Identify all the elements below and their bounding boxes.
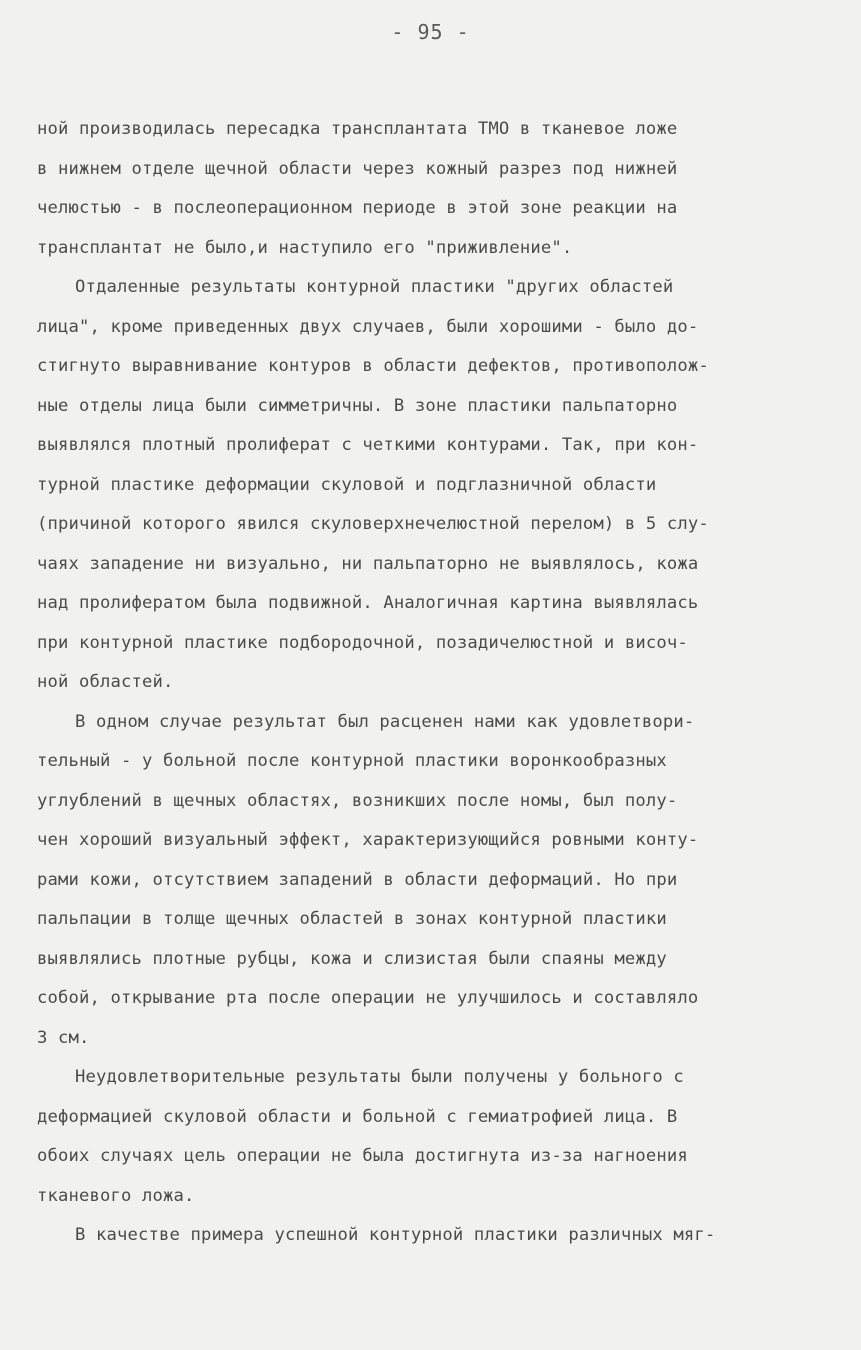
text-line: собой, открывание рта после операции не улучшилось и составляло [37, 988, 699, 1008]
text-line: лица", кроме приведенных двух случаев, были хорошими - было до- [37, 316, 699, 337]
text-line: тканевого ложа. [37, 1185, 195, 1206]
text-line: выявлялся плотный пролиферат с четкими контурами. Так, при кон- [37, 435, 699, 455]
paragraph-start-line: В качестве примера успешной контурной пластики различных мяг- [75, 1225, 716, 1245]
text-line: трансплантат не было,и наступило его "приживление". [37, 237, 573, 258]
text-line: при контурной пластике подбородочной, позадичелюстной и височ- [37, 632, 688, 653]
text-line: (причиной которого явился скуловерхнечелюстной перелом) в 5 слу- [37, 514, 709, 534]
paragraph-start-line: Отдаленные результаты контурной пластики "других областей [75, 277, 674, 297]
text-line: турной пластике деформации скуловой и подглазничной области [37, 474, 657, 495]
text-line: пальпации в толще щечных областей в зонах контурной пластики [37, 909, 667, 929]
text-line: в нижнем отделе щечной области через кожный разрез под нижней [37, 158, 678, 179]
text-line: ной областей. [37, 672, 174, 692]
text-line: чен хороший визуальный эффект, характеризующийся ровными конту- [37, 830, 699, 850]
text-line: ной производилась пересадка трансплантата ТМО в тканевое ложе [37, 119, 678, 139]
text-line: углублений в щечных областях, возникших после номы, был полу- [37, 790, 678, 811]
text-line: стигнуто выравнивание контуров в области дефектов, противополож- [37, 356, 709, 376]
text-line: тельный - у больной после контурной пластики воронкообразных [37, 751, 667, 771]
text-line: ные отделы лица были симметричны. В зоне пластики пальпаторно [37, 395, 678, 416]
text-line: чаях западение ни визуально, ни пальпаторно не выявлялось, кожа [37, 553, 699, 574]
paragraph-start-line: Неудовлетворительные результаты были получены у больного с [75, 1067, 684, 1087]
text-line: челюстью - в послеоперационном периоде в этой зоне реакции на [37, 198, 678, 218]
text-line: деформацией скуловой области и больной с гемиатрофией лица. В [37, 1106, 678, 1127]
text-line: обоих случаях цель операции не была достигнута из-за нагноения [37, 1146, 688, 1166]
paragraph-start-line: В одном случае результат был расценен нами как удовлетвори- [75, 711, 695, 732]
text-line: выявлялись плотные рубцы, кожа и слизистая были спаяны между [37, 948, 667, 969]
page-number: - 95 - [391, 20, 470, 44]
text-line: над пролифератом была подвижной. Аналогичная картина выявлялась [37, 593, 699, 613]
text-line: 3 см. [37, 1027, 90, 1048]
page-body [37, 110, 827, 1256]
text-line: рами кожи, отсутствием западений в области деформаций. Но при [37, 869, 678, 890]
